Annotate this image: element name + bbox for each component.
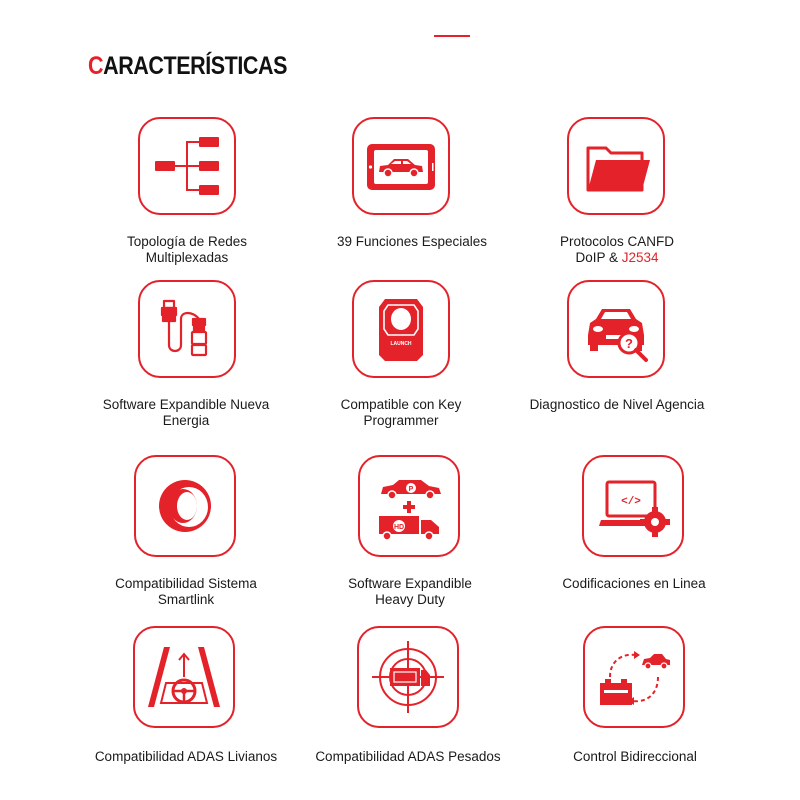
smartlink-logo-icon (134, 455, 236, 557)
feature-label: Compatible con Key Programmer (340, 397, 462, 428)
target-truck-icon (357, 626, 459, 728)
truck-badge: HD (393, 524, 405, 531)
j2534-highlight: J2534 (621, 249, 659, 265)
feature-label: Software Expandible Heavy Duty (348, 576, 472, 607)
laptop-code-gear-icon (582, 455, 684, 557)
lane-steering-wheel-icon (133, 626, 235, 728)
feature-label: Diagnostico de Nivel Agencia (529, 397, 705, 412)
tablet-car-icon (352, 117, 450, 215)
usb-cable-icon (138, 280, 236, 378)
feature-label: Compatibilidad Sistema Smartlink (115, 576, 257, 607)
feature-label: Compatibilidad ADAS Pesados (315, 749, 501, 764)
page-title (88, 52, 287, 81)
car-diagnosis-magnifier-icon (567, 280, 665, 378)
svg-text:?: ? (625, 336, 633, 351)
svg-text:</>: </> (621, 496, 641, 508)
network-topology-icon (138, 117, 236, 215)
feature-label: 39 Funciones Especiales (336, 234, 488, 249)
battery-car-cycle-icon (583, 626, 685, 728)
folder-icon (567, 117, 665, 215)
feature-label: Compatibilidad ADAS Livianos (94, 749, 278, 764)
device-brand-text: LAUNCH (390, 341, 412, 347)
car-badge: P (408, 486, 414, 493)
key-programmer-device-icon (352, 280, 450, 378)
feature-label: Codificaciones en Linea (562, 576, 706, 591)
top-accent-rule (434, 35, 470, 37)
title-rest: ARACTERÍSTICAS (103, 52, 288, 80)
feature-label: Software Expandible Nueva Energia (102, 397, 270, 428)
car-plus-truck-icon (358, 455, 460, 557)
feature-label: Topología de Redes Multiplexadas (126, 234, 248, 265)
feature-label: Protocolos CANFD DoIP & J2534 (559, 234, 675, 265)
title-first-letter: C (88, 52, 104, 80)
feature-label: Control Bidireccional (573, 749, 697, 764)
